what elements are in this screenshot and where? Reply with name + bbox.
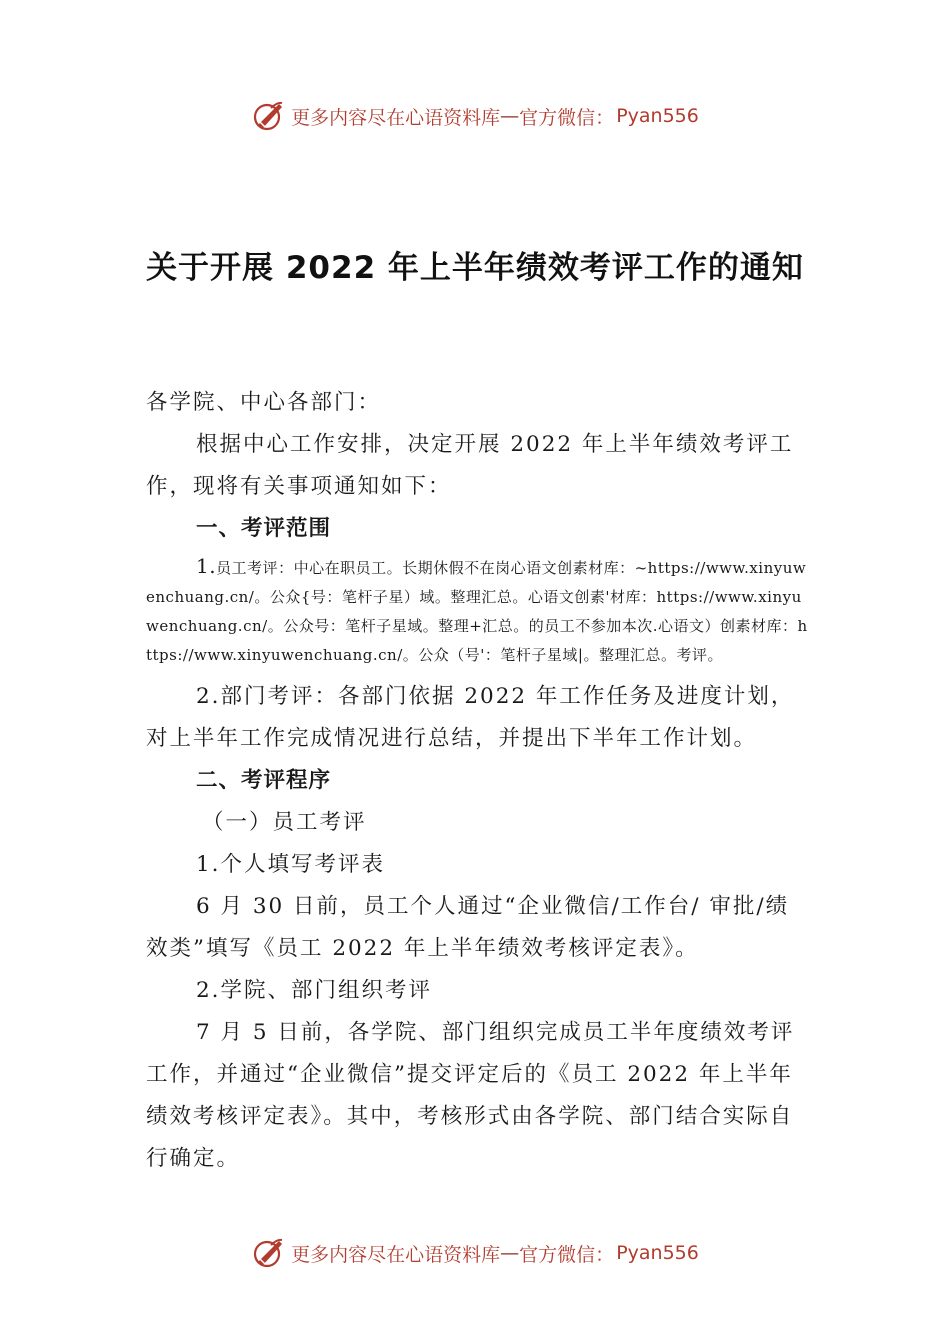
salutation: 各学院、中心各部门： <box>146 390 382 415</box>
footer-banner <box>0 1233 950 1273</box>
section-1-item-1 <box>146 552 808 670</box>
section-1-item-2: 2.部门考评：各部门依据 2022 年工作任务及进度计划，对上半年工作完成情况进行总结，并提出下半年工作计划。 <box>146 684 795 751</box>
item-1-text: 员工考评：中心在职员工。长期休假不在岗心语文创素材库：~https://www.xinyuwenchuang.cn/。公众{号：笔杆子星）域。整理汇总。心语文创素'材库：https://www.xinyuwenchuang.cn/。公众号：笔杆子星域。整理+汇总。的员工不参加本次.心语文）创素材库：https://www.xinyuwenchuang.cn/。公众（号'：笔杆子星域|。整理汇总。考评。 <box>146 559 808 664</box>
step-2-title: 2.学院、部门组织考评 <box>196 978 433 1003</box>
section-2-heading: 二、考评程序 <box>196 768 332 793</box>
quill-pen-logo-icon <box>251 1235 287 1271</box>
wechat-id: Pyan556 <box>616 1242 699 1264</box>
banner-text: 更多内容尽在心语资料库 <box>291 106 501 129</box>
step-1-title: 1.个人填写考评表 <box>196 852 386 877</box>
item-1-number: 1. <box>196 554 217 578</box>
document-body <box>146 382 808 1180</box>
banner-separator: — <box>500 1242 520 1264</box>
section-1-heading: 一、考评范围 <box>196 516 332 541</box>
step-2-text: 7 月 5 日前，各学院、部门组织完成员工半年度绩效考评工作，并通过“企业微信”提交评定后的《员工 2022 年上半年绩效考核评定表》。其中，考核形式由各学院、部门结合实际自行确定。 <box>146 1020 795 1171</box>
quill-pen-logo-icon <box>251 98 287 134</box>
banner-text: 更多内容尽在心语资料库 <box>291 1243 501 1266</box>
wechat-id: Pyan556 <box>616 105 699 127</box>
banner-separator: — <box>500 105 520 127</box>
intro-paragraph: 根据中心工作安排，决定开展 2022 年上半年绩效考评工作，现将有关事项通知如下： <box>146 432 794 499</box>
banner-label: 官方微信： <box>519 106 615 129</box>
banner-label: 官方微信： <box>519 1243 615 1266</box>
document-title: 关于开展 2022 年上半年绩效考评工作的通知 <box>146 250 804 286</box>
header-banner <box>0 96 950 136</box>
subsection-employee-review: （一）员工考评 <box>202 810 367 835</box>
step-1-text: 6 月 30 日前，员工个人通过“企业微信/工作台/ 审批/绩效类”填写《员工 2022 年上半年绩效考核评定表》。 <box>146 894 790 961</box>
